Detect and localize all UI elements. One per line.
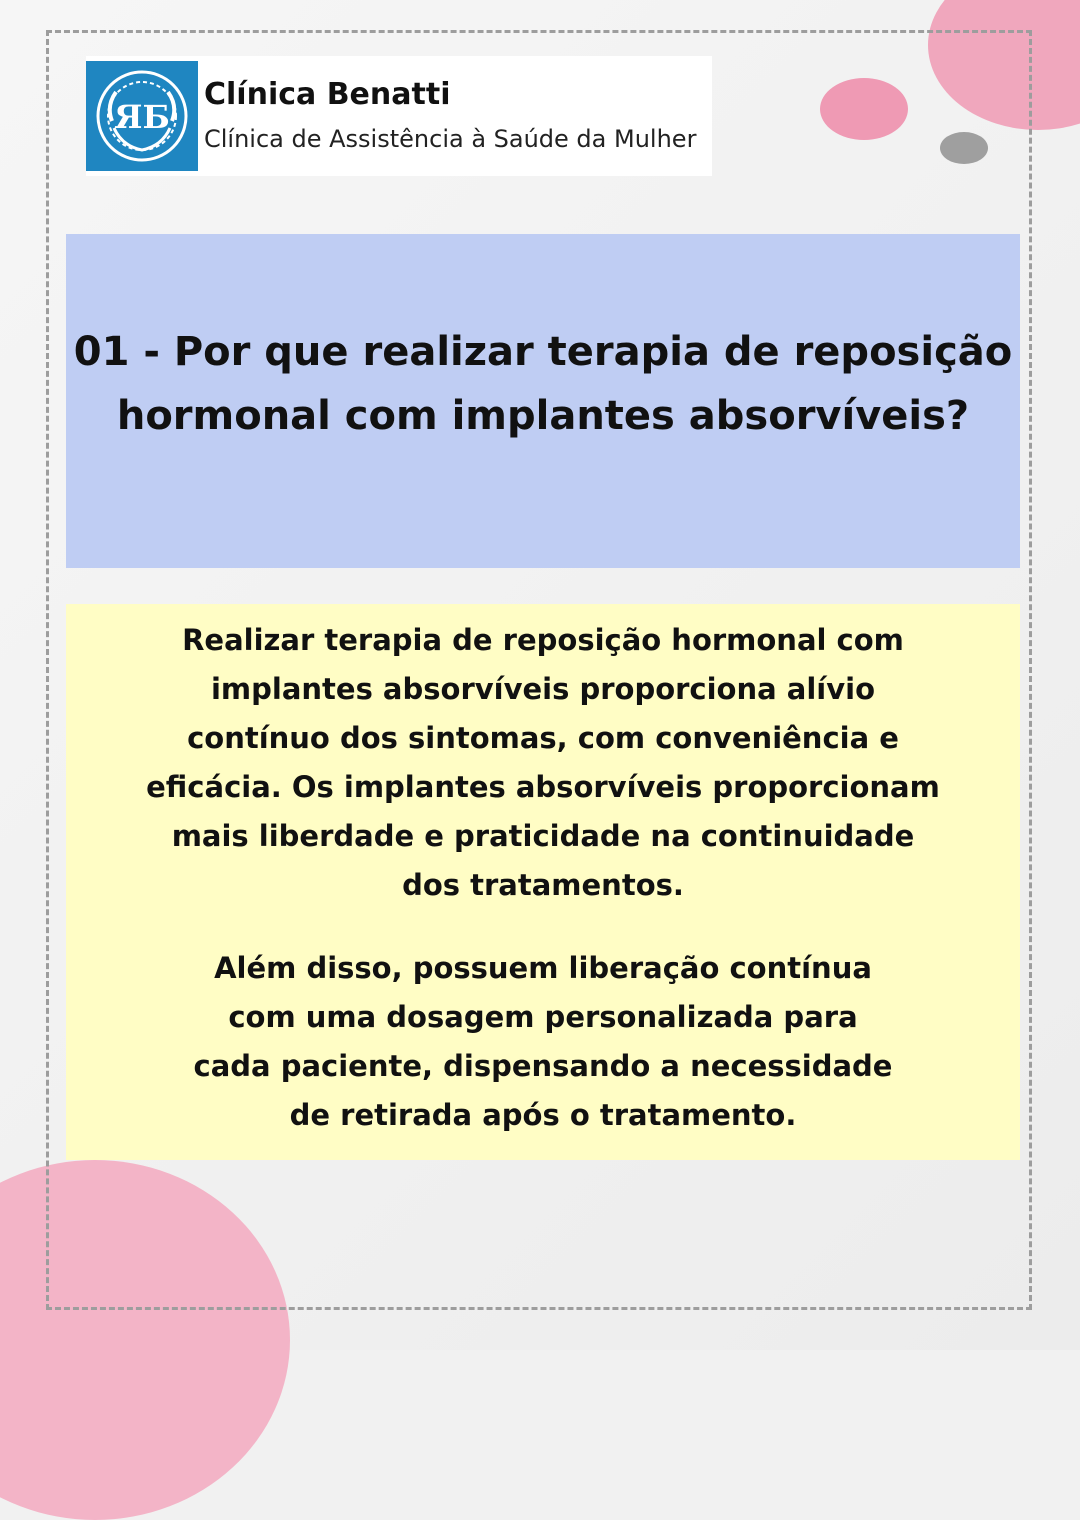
answer-line: com uma dosagem personalizada para [228,1000,858,1034]
answer-line: mais liberdade e praticidade na continuidade [171,819,915,853]
answer-line: eficácia. Os implantes absorvíveis proporcionam [146,770,940,804]
clinic-subtitle: Clínica de Assistência à Saúde da Mulher [204,125,697,153]
answer-paragraph-2 [113,944,973,1140]
svg-text:ЯБ: ЯБ [114,98,170,136]
question-line: hormonal com implantes absorvíveis? [116,393,970,439]
answer-line: cada paciente, dispensando a necessidade [193,1049,893,1083]
question-line: 01 - Por que realizar terapia de reposição [73,329,1013,375]
answer-line: Realizar terapia de reposição hormonal com [182,623,904,657]
question-box [66,234,1020,568]
question-heading [66,320,1020,448]
answer-line: de retirada após o tratamento. [289,1098,797,1132]
answer-line: implantes absorvíveis proporciona alívio [210,672,876,706]
answer-line: dos tratamentos. [402,868,684,902]
clinic-name: Clínica Benatti [204,77,451,112]
answer-line: Além disso, possuem liberação contínua [214,951,872,985]
answer-paragraph-1 [113,616,973,910]
answer-line: contínuo dos sintomas, com conveniência e [187,721,899,755]
clinic-header [86,56,712,176]
answer-box [66,604,1020,1160]
clinic-emblem-icon [86,61,198,171]
